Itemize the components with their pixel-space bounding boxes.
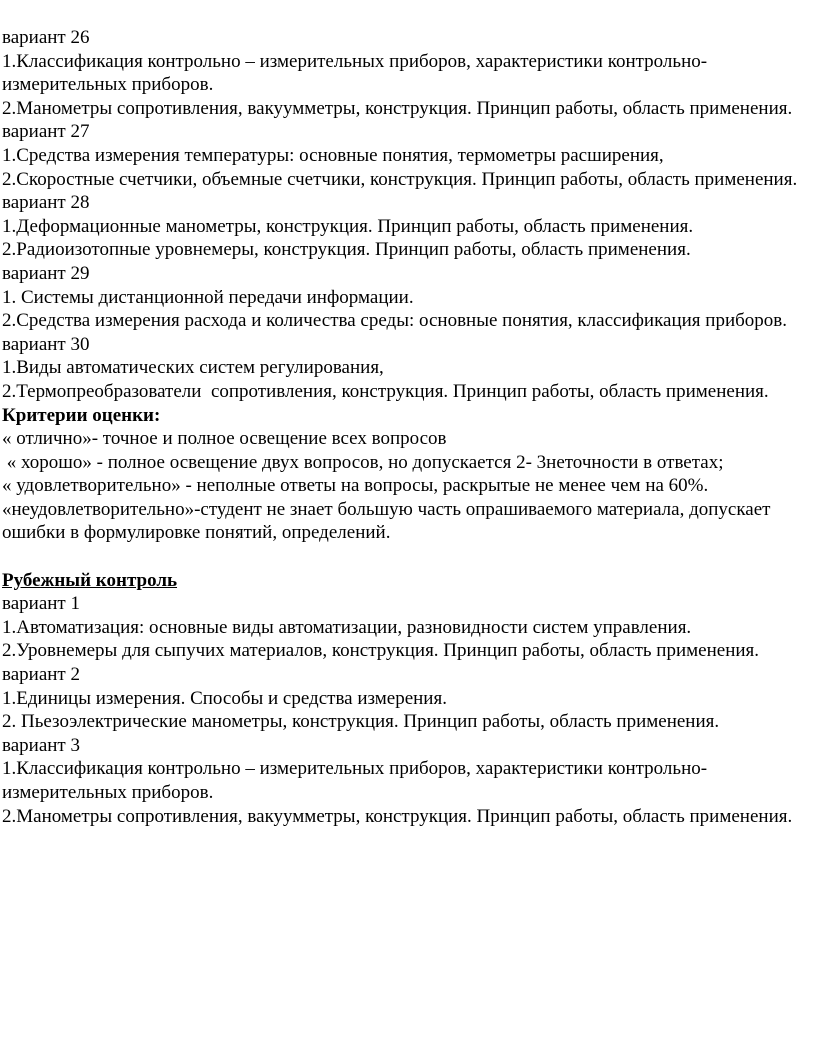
question-item: 1. Системы дистанционной передачи информации. <box>2 286 414 308</box>
question-item: 2.Средства измерения расхода и количества среды: основные понятия, классификация приборов. <box>2 310 788 332</box>
variant-heading: вариант 30 <box>2 333 90 355</box>
question-item: 2.Уровнемеры для сыпучих материалов, конструкция. Принцип работы, область применения. <box>2 640 760 662</box>
question-item: 1.Классификация контрольно – измерительных приборов, характеристики контрольно-измерительных приборов. <box>2 50 708 96</box>
variant-heading: вариант 28 <box>2 192 90 214</box>
question-item: 1.Единицы измерения. Способы и средства измерения. <box>2 687 447 709</box>
question-item: 2. Пьезоэлектрические манометры, конструкция. Принцип работы, область применения. <box>2 711 720 733</box>
variant-heading: вариант 26 <box>2 27 90 48</box>
criteria-item: « хорошо» - полное освещение двух вопросов, но допускается 2- 3неточности в ответах; <box>2 451 724 473</box>
criteria-heading: Критерии оценки: <box>2 404 161 426</box>
question-item: 2.Манометры сопротивления, вакуумметры, конструкция. Принцип работы, область применения. <box>2 97 793 119</box>
variant-heading: вариант 1 <box>2 593 80 615</box>
question-item: 1.Средства измерения температуры: основные понятия, термометры расширения, <box>2 144 664 166</box>
question-item: 2.Скоростные счетчики, объемные счетчики, конструкция. Принцип работы, область применения. <box>2 168 798 190</box>
question-item: 2.Манометры сопротивления, вакуумметры, конструкция. Принцип работы, область применения. <box>2 805 793 827</box>
variant-heading: вариант 27 <box>2 121 90 143</box>
question-item: 1.Деформационные манометры, конструкция. Принцип работы, область применения. <box>2 215 694 237</box>
question-item: 2.Радиоизотопные уровнемеры, конструкция. Принцип работы, область применения. <box>2 239 691 261</box>
criteria-item: «неудовлетворительно»-студент не знает большую часть опрашиваемого материала, допускает ошибки в формулировке понятий, определений. <box>2 498 776 544</box>
question-item: 1.Виды автоматических систем регулирования, <box>2 357 384 379</box>
criteria-item: « отлично»- точное и полное освещение всех вопросов <box>2 428 447 450</box>
criteria-item: « удовлетворительно» - неполные ответы на вопросы, раскрытые не менее чем на 60%. <box>2 475 709 497</box>
question-item: 1.Автоматизация: основные виды автоматизации, разновидности систем управления. <box>2 616 692 638</box>
question-item: 1.Классификация контрольно – измерительных приборов, характеристики контрольно-измерительных приборов. <box>2 758 708 803</box>
spacer <box>2 545 816 569</box>
variant-heading: вариант 29 <box>2 262 90 284</box>
question-item: 2.Термопреобразователи сопротивления, конструкция. Принцип работы, область применения. <box>2 380 769 402</box>
variant-heading: вариант 2 <box>2 664 80 686</box>
section-heading: Рубежный контроль <box>2 569 178 591</box>
variant-heading: вариант 3 <box>2 734 80 756</box>
